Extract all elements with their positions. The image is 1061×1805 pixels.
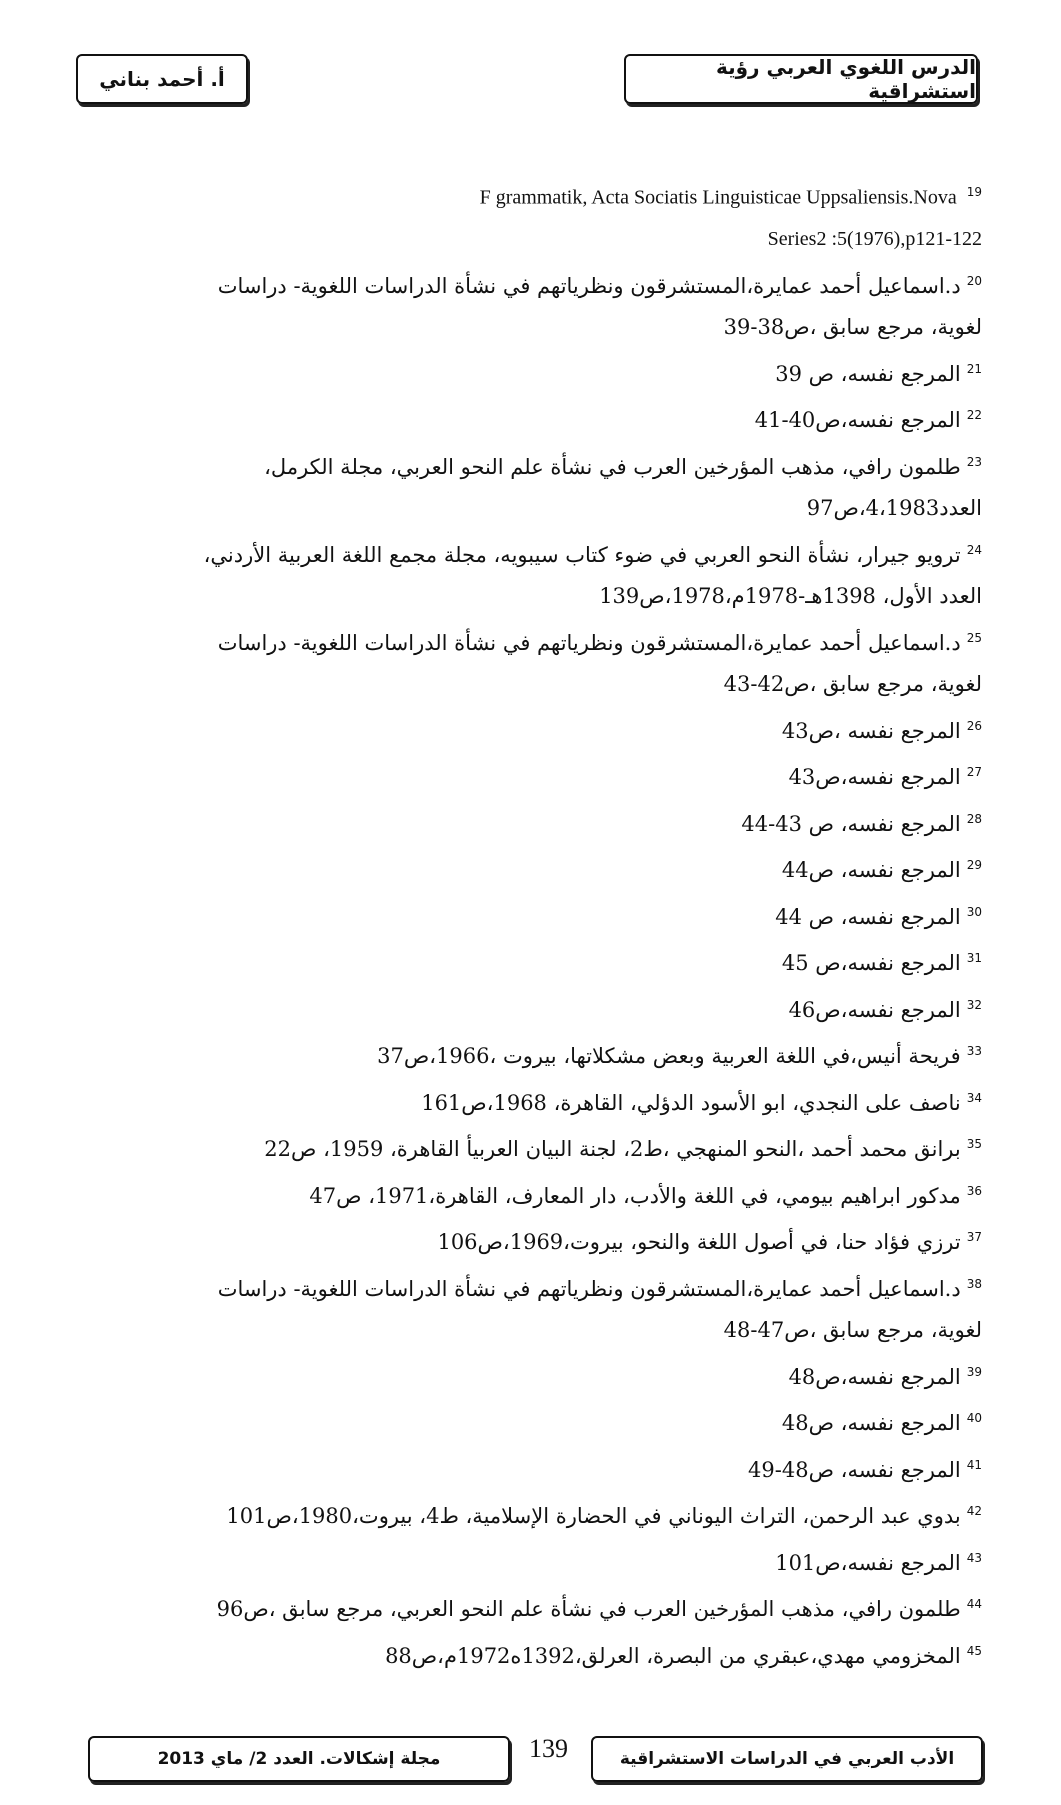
footnote-number: 37 (966, 1230, 982, 1245)
footnote (110, 892, 982, 939)
footnote-number: 44 (966, 1597, 982, 1612)
footnote-text: د.اسماعيل أحمد عمايرة،المستشرقون ونظرياتهم في نشأة الدراسات اللغوية- دراسات (217, 630, 961, 655)
footnote-number: 35 (966, 1137, 982, 1152)
footnote (110, 1264, 982, 1352)
footnote (110, 172, 982, 261)
footnote-number: 34 (966, 1090, 982, 1105)
footnote-text: المرجع نفسه، ص 39 (775, 361, 961, 386)
footnote-number: 33 (966, 1044, 982, 1059)
running-header-author (76, 54, 248, 104)
footnote (110, 1491, 982, 1538)
footnote-number: 40 (966, 1411, 982, 1426)
running-header-title (624, 54, 978, 104)
footnote-continuation: لغوية، مرجع سابق ،ص38-39 (723, 315, 982, 340)
footnote-number: 38 (966, 1276, 982, 1291)
footnote-text: ناصف على النجدي، ابو الأسود الدؤلي، القاهرة، 1968،ص161 (421, 1090, 961, 1115)
footer-journal-info (88, 1736, 510, 1782)
footnote-text: المرجع نفسه،ص43 (788, 765, 961, 790)
footnote (110, 1584, 982, 1631)
footnote-text: برانق محمد أحمد ،النحو المنهجي ،ط2، لجنة البيان العربيأ القاهرة، 1959، ص22 (264, 1137, 961, 1162)
footnote-continuation: لغوية، مرجع سابق ،ص42-43 (723, 672, 982, 697)
footnote-number: 29 (966, 858, 982, 873)
footnote-text: طلمون رافي، مذهب المؤرخين العرب في نشأة علم النحو العربي، مرجع سابق ،ص96 (216, 1597, 961, 1622)
footnote-text: المرجع نفسه،ص46 (788, 997, 961, 1022)
footnote (110, 1124, 982, 1171)
footnote-number: 23 (966, 454, 982, 469)
footnote (110, 938, 982, 985)
footnote-text: المرجع نفسه،ص48 (788, 1364, 961, 1389)
footnote-number: 42 (966, 1504, 982, 1519)
footnote (110, 1217, 982, 1264)
footer-section-title-text: الأدب العربي في الدراسات الاستشراقية (619, 1749, 955, 1769)
footnote (110, 845, 982, 892)
footnote-number: 28 (966, 811, 982, 826)
footnote (110, 442, 982, 530)
running-header-author-text: أ. أحمد بناني (99, 67, 225, 91)
footnote-continuation: العدد الأول، 1398هـ-1978م،1978،ص139 (599, 584, 982, 609)
footnote-number: 24 (966, 542, 982, 557)
footnote-number: 26 (966, 718, 982, 733)
page-number: 139 (529, 1734, 568, 1763)
footnote-text: المرجع نفسه،ص101 (775, 1550, 961, 1575)
footnote (110, 618, 982, 706)
footnote-number: 45 (966, 1643, 982, 1658)
footnote (110, 1352, 982, 1399)
footnote-text: طلمون رافي، مذهب المؤرخين العرب في نشأة علم النحو العربي، مجلة الكرمل، (264, 454, 961, 479)
footnote-continuation: العدد4،1983،ص97 (806, 496, 982, 521)
footnote-text: المرجع نفسه، ص 43-44 (741, 811, 961, 836)
footnote-number: 31 (966, 951, 982, 966)
footnote-text: المرجع نفسه، ص 44 (775, 904, 961, 929)
footnote-number: 43 (966, 1550, 982, 1565)
footer-section-title (591, 1736, 983, 1782)
footnote-continuation: Series2 :5(1976),p121-122 (767, 228, 982, 251)
footnote-number: 36 (966, 1183, 982, 1198)
footnote (110, 1171, 982, 1218)
footnote-number: 20 (966, 273, 982, 288)
footnote (110, 985, 982, 1032)
footnote-text: ترزي فؤاد حنا، في أصول اللغة والنحو، بيروت،1969،ص106 (437, 1230, 961, 1255)
footnote (110, 799, 982, 846)
footnote-number: 30 (966, 904, 982, 919)
footnote-text: المرجع نفسه، ص44 (781, 858, 961, 883)
footnote (110, 1631, 982, 1678)
footnote-text: د.اسماعيل أحمد عمايرة،المستشرقون ونظرياتهم في نشأة الدراسات اللغوية- دراسات (217, 273, 961, 298)
footnote-text: المخزومي مهدي،عبقري من البصرة، العرلق،1392ه1972م،ص88 (385, 1643, 961, 1668)
footnote (110, 1445, 982, 1492)
footnote-number: 21 (966, 361, 982, 376)
footnote-text: بدوي عبد الرحمن، التراث اليوناني في الحضارة الإسلامية، ط4، بيروت،1980،ص101 (226, 1504, 961, 1529)
footnote-number: 19 (966, 185, 982, 199)
footer-journal-info-text: مجلة إشكالات. العدد 2/ ماي 2013 (157, 1749, 441, 1769)
footnote-text: F grammatik, Acta Sociatis Linguisticae Uppsaliensis.Nova (479, 186, 957, 209)
footnote-number: 22 (966, 408, 982, 423)
footnote-number: 41 (966, 1457, 982, 1472)
footnotes-list (110, 172, 982, 1677)
footnote (110, 752, 982, 799)
footnote (110, 349, 982, 396)
footnote-number: 39 (966, 1364, 982, 1379)
footnote-text: فريحة أنيس،في اللغة العربية وبعض مشكلاتها، بيروت ،1966،ص37 (377, 1044, 961, 1069)
footnote-text: مدكور ابراهيم بيومي، في اللغة والأدب، دار المعارف، القاهرة،1971، ص47 (309, 1183, 961, 1208)
footnote-number: 32 (966, 997, 982, 1012)
footnote-text: المرجع نفسه ،ص43 (781, 718, 961, 743)
footnote-text: المرجع نفسه،ص40-41 (754, 408, 961, 433)
footnote-text: المرجع نفسه، ص48-49 (748, 1457, 961, 1482)
footnote-text: ترويو جيرار، نشأة النحو العربي في ضوء كتاب سيبويه، مجلة مجمع اللغة العربية الأردني، (203, 542, 961, 567)
footnote (110, 261, 982, 349)
footnote-continuation: لغوية، مرجع سابق ،ص47-48 (723, 1318, 982, 1343)
footnote-text: المرجع نفسه، ص48 (781, 1411, 961, 1436)
footnote (110, 1078, 982, 1125)
footnote (110, 1538, 982, 1585)
footnote (110, 395, 982, 442)
footnote (110, 706, 982, 753)
footnote (110, 1398, 982, 1445)
footnote-text: المرجع نفسه،ص 45 (781, 951, 961, 976)
footnote (110, 530, 982, 618)
footnote-number: 25 (966, 630, 982, 645)
footnote-text: د.اسماعيل أحمد عمايرة،المستشرقون ونظرياتهم في نشأة الدراسات اللغوية- دراسات (217, 1276, 961, 1301)
footnote-number: 27 (966, 765, 982, 780)
running-header-title-text: الدرس اللغوي العربي رؤية استشراقية (715, 55, 976, 103)
footnote (110, 1031, 982, 1078)
